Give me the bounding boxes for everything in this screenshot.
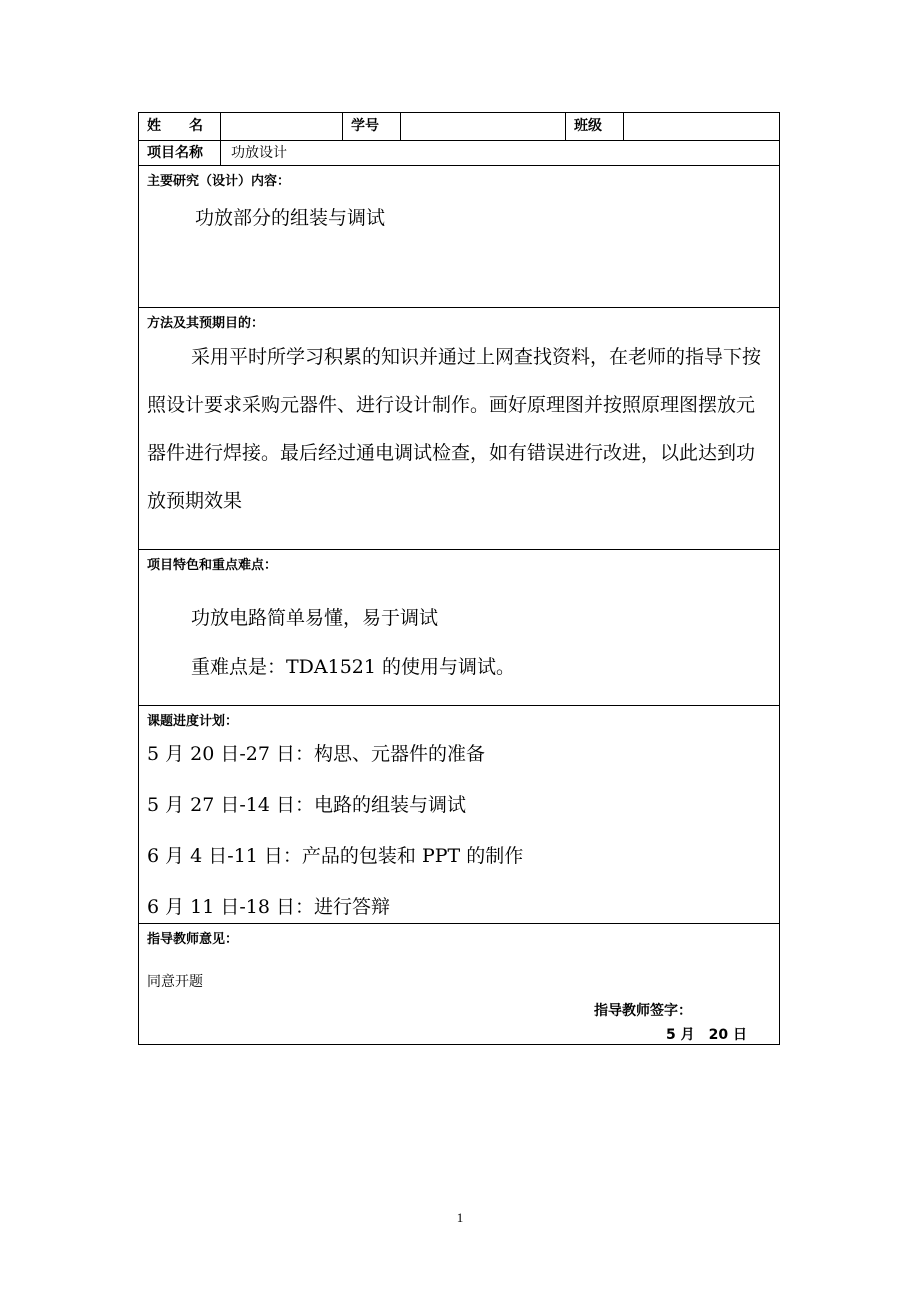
research-content-row <box>139 166 780 308</box>
project-name-row <box>139 141 780 166</box>
project-name-label: 项目名称 <box>139 141 221 166</box>
advisor-date: 5 月 20 日 <box>666 1027 747 1043</box>
method-text: 采用平时所学习积累的知识并通过上网查找资料，在老师的指导下按照设计要求采购元器件、进行设计制作。画好原理图并按照原理图摆放元器件进行焊接。最后经过通电调试检查，如有错误进行改进，以此达到功放预期效果 <box>147 346 762 512</box>
advisor-signature-label: 指导教师签字： <box>594 1003 692 1019</box>
features-label: 项目特色和重点难点： <box>147 558 278 573</box>
advisor-cell <box>139 924 780 1045</box>
features-row <box>139 550 780 706</box>
method-row <box>139 308 780 550</box>
research-content-cell <box>139 166 780 308</box>
project-name-value: 功放设计 <box>221 141 780 166</box>
student-id-label: 学号 <box>343 113 401 141</box>
class-value <box>624 113 780 141</box>
name-value <box>221 113 343 141</box>
student-id-value <box>401 113 566 141</box>
name-label: 姓 名 <box>139 113 221 141</box>
schedule-item: 5 月 27 日-14 日：电路的组装与调试 <box>147 794 467 816</box>
page-number: 1 <box>456 1210 464 1225</box>
student-info-row <box>139 113 780 141</box>
features-line-2: 重难点是：TDA1521 的使用与调试。 <box>191 656 516 678</box>
schedule-cell <box>139 706 780 924</box>
schedule-item: 6 月 4 日-11 日：产品的包装和 PPT 的制作 <box>147 845 524 867</box>
features-line-1: 功放电路简单易懂，易于调试 <box>191 607 439 629</box>
features-cell <box>139 550 780 706</box>
proposal-table <box>138 112 780 1045</box>
schedule-label: 课题进度计划： <box>147 714 239 729</box>
advisor-label: 指导教师意见： <box>147 932 239 947</box>
method-label: 方法及其预期目的： <box>147 316 265 331</box>
research-content-text: 功放部分的组装与调试 <box>195 207 386 229</box>
advisor-opinion: 同意开题 <box>147 974 203 990</box>
schedule-item: 6 月 11 日-18 日：进行答辩 <box>147 896 391 918</box>
advisor-row <box>139 924 780 1045</box>
method-cell <box>139 308 780 550</box>
class-label: 班级 <box>566 113 624 141</box>
schedule-item: 5 月 20 日-27 日：构思、元器件的准备 <box>147 743 486 765</box>
research-content-label: 主要研究（设计）内容： <box>147 174 291 189</box>
schedule-row <box>139 706 780 924</box>
proposal-form <box>138 112 779 1045</box>
